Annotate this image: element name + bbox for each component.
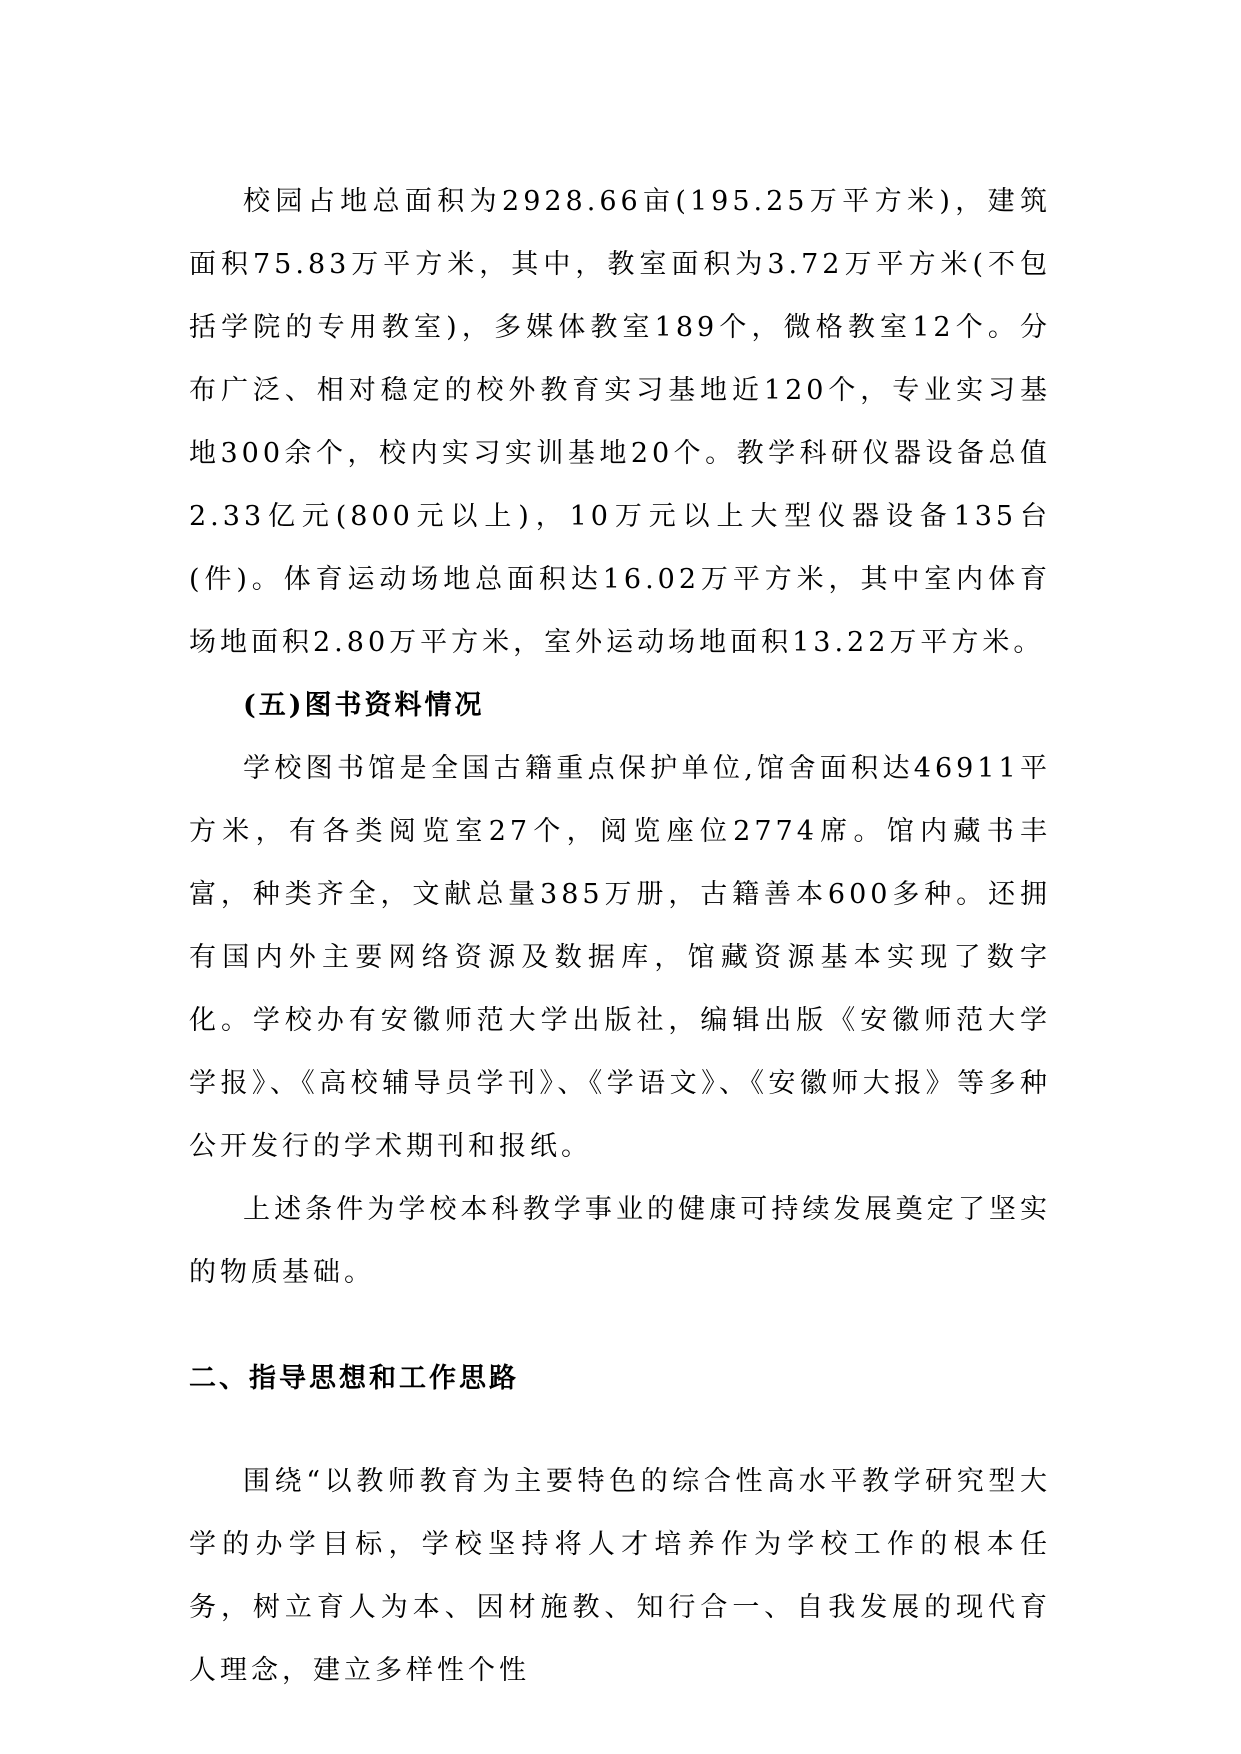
paragraph-guiding-ideology: 围绕“以教师教育为主要特色的综合性高水平教学研究型大学的办学目标，学校坚持将人才培养作为学校工作的根本任务，树立育人为本、因材施教、知行合一、自我发展的现代育人理念，建立多样性个性 <box>189 1466 1051 1686</box>
chapter-heading-guiding-ideology: 二、指导思想和工作思路 <box>189 1363 519 1394</box>
paragraph-campus-facilities: 校园占地总面积为2928.66亩(195.25万平方米)，建筑面积75.83万平方米，其中，教室面积为3.72万平方米(不包括学院的专用教室)，多媒体教室189个，微格教室12个。分布广泛、相对稳定的校外教育实习基地近120个，专业实习基地300余个，校内实习实训基地20个。教学科研仪器设备总值2.33亿元(800元以上)，10万元以上大型仪器设备135台(件)。体育运动场地总面积达16.02万平方米，其中室内体育场地面积2.80万平方米，室外运动场地面积13.22万平方米。 <box>189 186 1051 658</box>
paragraph-closing: 上述条件为学校本科教学事业的健康可持续发展奠定了坚实的物质基础。 <box>189 1194 1051 1288</box>
paragraph-library: 学校图书馆是全国古籍重点保护单位,馆舍面积达46911平方米，有各类阅览室27个，阅览座位2774席。馆内藏书丰富，种类齐全，文献总量385万册，古籍善本600多种。还拥有国内外主要网络资源及数据库，馆藏资源基本实现了数字化。学校办有安徽师范大学出版社，编辑出版《安徽师范大学学报》、《高校辅导员学刊》、《学语文》、《安徽师大报》等多种公开发行的学术期刊和报纸。 <box>189 753 1051 1162</box>
document-body <box>189 170 1051 1702</box>
section-heading-library: (五)图书资料情况 <box>243 690 485 721</box>
